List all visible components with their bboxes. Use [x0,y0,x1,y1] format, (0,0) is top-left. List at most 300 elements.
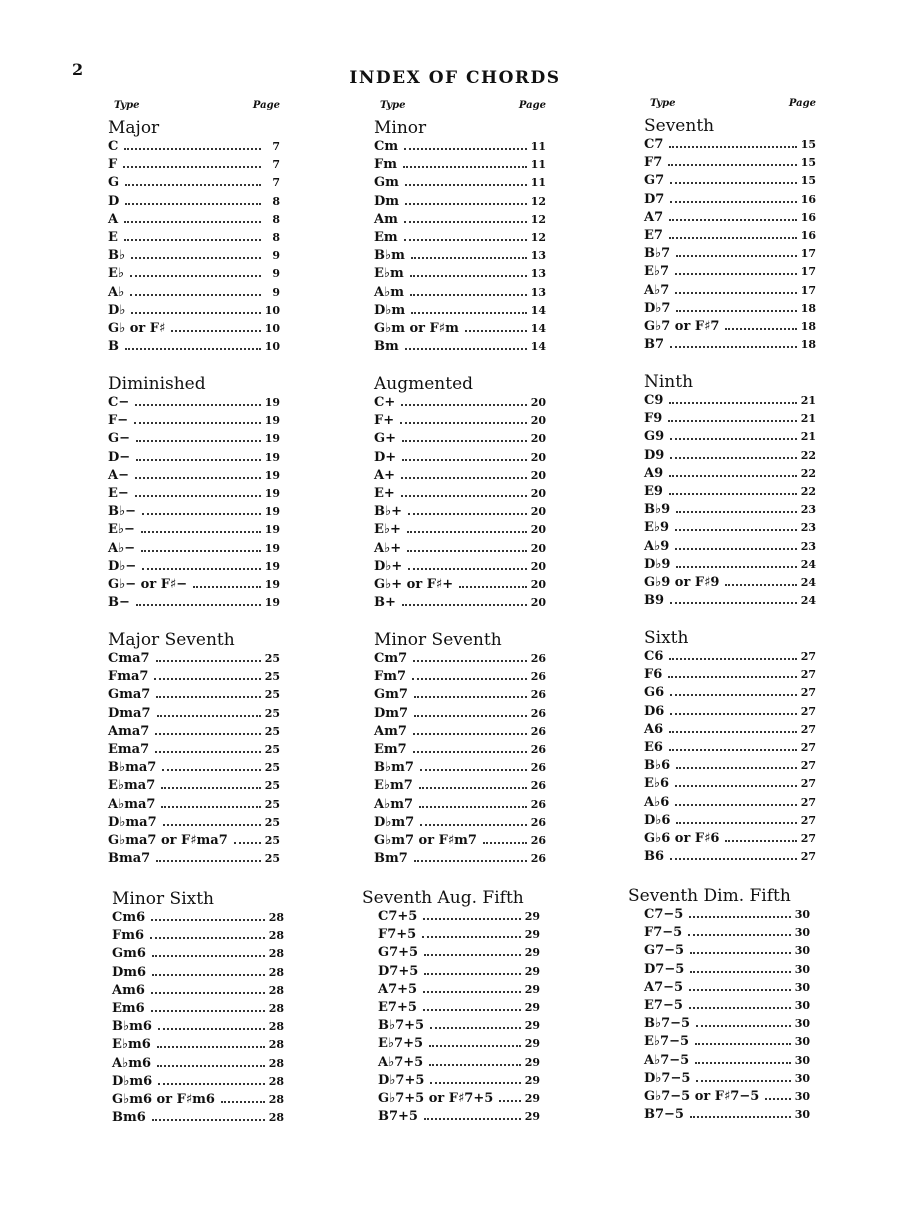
chord-name: B♭m6 [112,1019,152,1035]
dot-leader [157,1045,265,1048]
chord-name: G♭m6 or F♯m6 [112,1091,215,1107]
dot-leader [423,917,521,920]
dot-leader [670,181,797,184]
chord-entry [628,906,810,924]
section-augmented [374,375,546,612]
chord-entry [108,741,280,759]
chord-name: B [108,339,119,355]
dot-leader [669,401,797,404]
chord-entry [112,1109,284,1127]
chord-entry [644,666,816,684]
section-title: Minor Seventh [374,630,502,650]
chord-entry [108,723,280,741]
chord-entry [108,796,280,814]
chord-entry [108,247,280,265]
page-ref: 18 [800,338,816,352]
dot-leader [414,695,527,698]
chord-name: F6 [644,667,663,683]
chord-name: A♭6 [644,794,670,810]
page-ref: 27 [800,650,816,663]
dot-leader [695,1042,791,1045]
chord-name: A+ [374,467,395,483]
chord-name: F7+5 [378,927,417,943]
chord-name: E♭m7 [374,778,413,794]
chord-entry [112,964,284,982]
dot-leader [690,970,791,973]
dot-leader [162,768,261,771]
page-ref: 28 [268,983,284,997]
chord-entry [644,739,816,757]
chord-name: D7 [644,191,665,207]
page-ref: 26 [530,742,546,756]
page-ref: 10 [264,321,280,335]
section-title: Minor Sixth [112,889,215,909]
chord-name: Bm [374,339,399,355]
dot-leader [676,510,797,513]
dot-leader [669,218,797,221]
page-ref: 26 [530,688,546,702]
section-seventh [644,117,816,354]
chord-name: Cm6 [112,910,146,925]
page-ref: 11 [530,158,546,172]
dot-leader [402,439,527,442]
section-title: Diminished [108,374,206,394]
dot-leader [155,750,261,753]
chord-name: A♭− [108,540,136,556]
page-ref: 19 [264,559,280,573]
dot-leader [669,657,797,660]
dot-leader [676,821,797,824]
chord-name: B♭m7 [374,760,414,776]
chord-entry [644,721,816,739]
chord-name: G+ [374,431,396,447]
dot-leader [401,494,527,497]
dot-leader [413,659,527,662]
chord-entry [112,982,284,1000]
page-ref: 30 [794,1017,810,1031]
page-ref: 26 [530,779,546,793]
chord-name: B7−5 [644,1107,684,1123]
page-ref: 12 [530,230,546,244]
chord-name: Dm [374,193,400,209]
chord-name: B♭7−5 [644,1016,691,1032]
section-title: Major [108,118,160,138]
page-ref: 20 [530,468,546,482]
page-ref: 29 [524,964,540,978]
chord-entry [644,172,816,190]
page-ref: 29 [524,1000,540,1014]
dot-leader [130,293,261,296]
chord-entry [644,227,816,245]
page-ref: 8 [272,230,280,244]
page-ref: 28 [268,947,284,961]
chord-name: E [108,229,118,245]
page-ref: 14 [530,303,546,317]
page-ref: 19 [264,541,280,555]
dot-leader [125,202,261,205]
chord-name: D♭m [374,302,406,318]
chord-entry [644,447,816,465]
chord-entry [374,503,546,521]
dot-leader [429,1044,521,1047]
chord-name: Fma7 [108,669,149,685]
chord-entry [644,465,816,483]
chord-name: G♭6 or F♯6 [644,830,720,846]
page-header: Page [518,100,546,111]
page-ref: 15 [800,156,816,170]
section-title: Ninth [644,372,694,392]
chord-entry [362,1072,540,1090]
page-ref: 26 [530,852,546,866]
dot-leader [696,1024,791,1027]
chord-entry [374,777,546,795]
chord-entry [644,757,816,775]
dot-leader [675,784,797,787]
chord-entry [644,703,816,721]
page-ref: 25 [264,724,280,738]
chord-entry [362,1054,540,1072]
chord-entry [628,1052,810,1070]
section-minor-seventh [374,631,546,868]
page-ref: 19 [264,414,280,428]
chord-name: Gm6 [112,946,146,962]
chord-entry [362,908,540,926]
chord-name: F+ [374,413,395,429]
dot-leader [689,988,791,991]
chord-name: Bma7 [108,851,151,867]
page-ref: 19 [264,432,280,446]
dot-leader [690,951,791,954]
page-ref: 20 [530,505,546,519]
chord-entry [112,945,284,963]
chord-name: A♭7+5 [378,1054,424,1070]
dot-leader [499,1099,521,1102]
chord-name: A♭7 [644,282,670,298]
chord-name: B♭ [108,248,126,264]
page-ref: 12 [530,194,546,208]
dot-leader [161,805,261,808]
page-ref: 25 [264,742,280,756]
chord-entry [108,211,280,229]
section-title: Seventh Aug. Fifth [362,888,524,908]
section-title: Seventh [644,116,715,136]
page-ref: 14 [530,340,546,354]
chord-name: G7 [644,173,665,189]
page-ref: 20 [530,396,546,409]
chord-name: A6 [644,721,664,737]
dot-leader [688,933,791,936]
page-ref: 9 [272,285,280,299]
chord-name: G9 [644,429,665,445]
page-ref: 30 [794,1035,810,1049]
chord-entry [644,592,816,610]
page-ref: 21 [800,394,816,407]
chord-name: Dm7 [374,705,409,721]
dot-leader [407,549,527,552]
dot-leader [402,603,527,606]
chord-entry [362,944,540,962]
page-ref: 8 [272,212,280,226]
chord-name: G♭m7 or F♯m7 [374,832,477,848]
page-ref: 22 [800,448,816,462]
dot-leader [668,419,797,422]
chord-name: E♭m [374,266,404,282]
chord-name: A [108,211,119,227]
page-ref: 30 [794,998,810,1012]
page-ref: 22 [800,484,816,498]
chord-entry [108,759,280,777]
chord-name: D♭m6 [112,1073,153,1089]
page-ref: 20 [530,559,546,573]
dot-leader [430,1081,521,1084]
chord-entry [644,300,816,318]
chord-entry [108,174,280,192]
page-ref: 26 [530,706,546,720]
chord-entry [644,848,816,866]
dot-leader [136,458,261,461]
section-title: Sixth [644,628,689,648]
page-ref: 27 [800,704,816,718]
dot-leader [156,859,261,862]
page-ref: 27 [800,831,816,845]
dot-leader [142,512,261,515]
chord-name: D♭9 [644,556,671,572]
dot-leader [125,347,261,350]
chord-entry [108,138,280,156]
chord-name: Em [374,229,398,245]
dot-leader [424,972,521,975]
chord-entry [644,556,816,574]
page-ref: 24 [800,575,816,589]
page-ref: 8 [272,194,280,208]
chord-name: Am [374,211,398,227]
dot-leader [670,200,797,203]
dot-leader [405,183,527,186]
page-ref: 27 [800,740,816,754]
chord-entry [108,394,280,412]
page-ref: 25 [264,852,280,866]
chord-entry [374,229,546,247]
chord-entry [644,501,816,519]
page-ref: 7 [272,176,280,190]
chord-name: A7 [644,209,664,225]
page-ref: 29 [524,1055,540,1069]
chord-name: E♭m6 [112,1037,151,1053]
chord-name: E♭ [108,266,125,282]
chord-name: D [108,193,120,209]
chord-entry [644,684,816,702]
chord-entry [644,812,816,830]
chord-name: D7+5 [378,963,419,979]
chord-entry [374,247,546,265]
chord-entry [374,832,546,850]
dot-leader [670,345,797,348]
dot-leader [152,954,265,957]
chord-entry [374,814,546,832]
page-ref: 19 [264,468,280,482]
chord-entry [112,1091,284,1109]
dot-leader [689,915,791,918]
chord-entry [644,318,816,336]
chord-name: G♭7+5 or F♯7+5 [378,1090,494,1106]
dot-leader [152,1118,265,1121]
dot-leader [401,476,527,479]
dot-leader [411,311,527,314]
page-ref: 29 [524,1091,540,1105]
section-minor-sixth [112,890,284,1127]
chord-entry [108,320,280,338]
chord-entry [374,705,546,723]
dot-leader [423,1008,521,1011]
chord-entry [362,1017,540,1035]
chord-entry [374,193,546,211]
page-ref: 25 [264,688,280,702]
chord-name: E7+5 [378,999,417,1015]
chord-entry [628,1106,810,1124]
chord-name: F7 [644,155,663,171]
page-ref: 30 [794,944,810,958]
dot-leader [670,857,797,860]
chord-name: Cma7 [108,651,150,666]
dot-leader [483,841,527,844]
dot-leader [429,1063,521,1066]
page-ref: 25 [264,761,280,775]
chord-name: Gm [374,175,399,191]
page-ref: 30 [794,1089,810,1103]
page-ref: 28 [268,929,284,943]
dot-leader [420,823,527,826]
dot-leader [669,474,797,477]
chord-entry [628,961,810,979]
chord-name: B♭9 [644,502,671,518]
chord-name: G6 [644,685,665,701]
page-ref: 25 [264,797,280,811]
page-ref: 26 [530,797,546,811]
page-ref: 11 [530,176,546,190]
dot-leader [141,530,261,533]
chord-entry [628,942,810,960]
page-ref: 12 [530,212,546,226]
page-ref: 28 [268,965,284,979]
type-header: Type [380,100,406,111]
chord-entry [362,926,540,944]
dot-leader [670,712,797,715]
dot-leader [670,601,797,604]
page-ref: 27 [800,795,816,809]
dot-leader [410,274,527,277]
dot-leader [725,583,797,586]
dot-leader [423,990,521,993]
page-ref: 25 [264,815,280,829]
chord-entry [644,410,816,428]
chord-entry [628,924,810,942]
page-ref: 26 [530,815,546,829]
chord-name: C7−5 [644,907,684,922]
dot-leader [234,841,261,844]
section-title: Minor [374,118,427,138]
chord-entry [644,392,816,410]
chord-entry [108,686,280,704]
chord-name: A7−5 [644,979,684,995]
chord-entry [374,320,546,338]
chord-name: Cm [374,139,399,154]
page-ref: 28 [268,1056,284,1070]
page-header: Page [252,100,280,111]
page-ref: 17 [800,247,816,261]
chord-entry [644,263,816,281]
page-header: Page [788,98,816,109]
dot-leader [404,147,527,150]
chord-name: C [108,139,119,154]
page-ref: 29 [524,910,540,923]
page-ref: 30 [794,1053,810,1067]
dot-leader [123,165,261,168]
chord-entry [108,449,280,467]
chord-name: B7 [644,337,665,353]
dot-leader [403,165,527,168]
chord-name: A♭ma7 [108,796,156,812]
dot-leader [414,714,527,717]
chord-entry [112,1036,284,1054]
chord-name: Am6 [112,982,145,998]
page-ref: 20 [530,486,546,500]
chord-entry [108,430,280,448]
dot-leader [161,786,261,789]
page-ref: 27 [800,777,816,791]
chord-name: Gma7 [108,687,151,703]
page-ref: 15 [800,138,816,151]
dot-leader [430,1026,521,1029]
chord-name: F7−5 [644,925,683,941]
chord-name: C6 [644,649,664,664]
dot-leader [675,803,797,806]
dot-leader [669,145,797,148]
chord-name: A♭m6 [112,1055,152,1071]
section-title: Seventh Dim. Fifth [628,886,791,906]
chord-entry [374,594,546,612]
page-ref: 26 [530,833,546,847]
chord-name: B9 [644,593,665,609]
dot-leader [413,750,527,753]
page-ref: 29 [524,1073,540,1087]
chord-entry [628,1070,810,1088]
dot-leader [124,220,261,223]
page-ref: 26 [530,670,546,684]
dot-leader [670,437,797,440]
page-ref: 28 [268,1074,284,1088]
chord-name: D♭m7 [374,814,415,830]
page-ref: 13 [530,249,546,263]
chord-name: D7−5 [644,961,685,977]
chord-name: E♭+ [374,522,401,538]
page-ref: 30 [794,908,810,921]
chord-entry [374,138,546,156]
page-ref: 21 [800,430,816,444]
section-major [108,119,280,356]
chord-name: A♭ [108,284,125,300]
section-sixth [644,629,816,866]
chord-entry [644,428,816,446]
dot-leader [130,274,261,277]
chord-name: G♭7−5 or F♯7−5 [644,1088,760,1104]
page-ref: 29 [524,1110,540,1124]
page-ref: 26 [530,652,546,665]
chord-name: Gm7 [374,687,408,703]
dot-leader [414,859,527,862]
dot-leader [459,585,527,588]
chord-entry [628,1015,810,1033]
dot-leader [676,254,797,257]
